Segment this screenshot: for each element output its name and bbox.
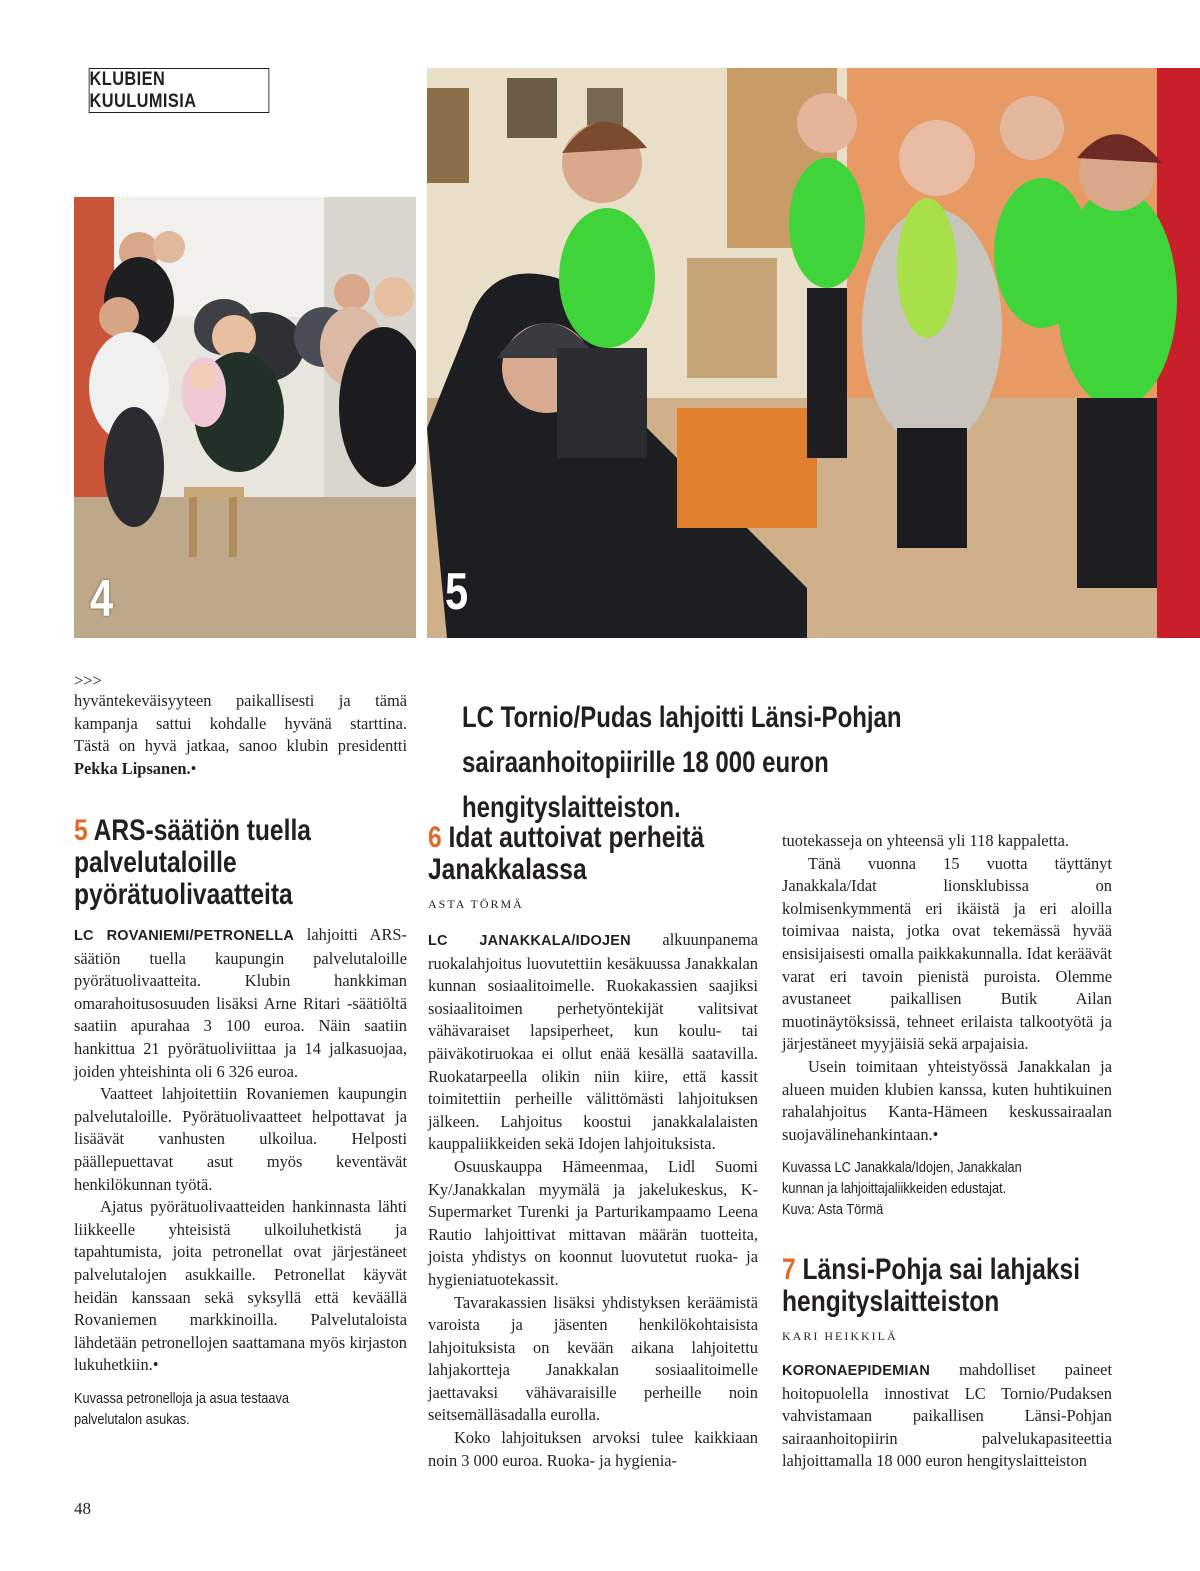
article-6-title-line-2: Janakkalassa — [428, 853, 587, 886]
article-5-body — [74, 924, 407, 1377]
article-7-lead: KORONAEPIDEMIAN — [782, 1363, 931, 1379]
article-6-paragraph-4: Koko lahjoituksen arvoksi tulee kaikkiaan noin 3 000 euroa. Ruoka- ja hygienia- — [428, 1428, 758, 1470]
article-6-lead: LC JANAKKALA/IDOJEN — [428, 933, 631, 949]
article-6-paragraph-3: Tavarakassien lisäksi yhdistyksen keräämistä varoista ja jäsenten henkilökohtaisista lahjoituksista on kevään aikana lahjoitettu lahjakortteja Janakkalan sosiaalitoimelle jaettavaksi vähävaraisille perheille noin seitsemälläsadalla eurolla. — [428, 1292, 758, 1425]
end-mark: • — [190, 758, 197, 778]
article-6-caption-line-1: Kuvassa LC Janakkala/Idojen, Janakkalan — [782, 1160, 1022, 1176]
article-6-paragraph-2: Osuuskauppa Hämeenmaa, Lidl Suomi Ky/Janakkalan myymälä ja jakelukeskus, K-Supermarket Turenki ja Parturikampaamo Leena Rautio lahjoittivat mittavan määrän tuotteita, joista yhdistys on koonnut luovutetut ruoka- ja hygieniatuotekassit. — [428, 1156, 758, 1289]
article-6-paragraph-5: tuotekasseja on yhteensä yli 118 kappaletta. — [782, 831, 1070, 850]
article-6-caption-line-2: kunnan ja lahjoittajaliikkeiden edustajat. — [782, 1181, 1007, 1197]
article-6-paragraph-1 — [428, 929, 758, 1156]
article-7-paragraph-1-text: mahdolliset paineet hoitopuolella innostivat LC Tornio/Pudaksen vahvistamaan paikallisen Länsi-Pohjan sairaanhoitopiirin palvelukapasiteettia lahjoittamalla 18 000 euron hengityslaitteiston — [782, 1360, 1112, 1471]
article-6-title-line-1: Idat auttoivat perheitä — [448, 821, 705, 854]
article-5-lead: LC ROVANIEMI/PETRONELLA — [74, 928, 295, 944]
photo-4 — [74, 197, 416, 638]
photo-5-image — [427, 68, 1200, 638]
continuation-line-2: kampanja sattui kohdalle hyvänä starttina. — [74, 713, 407, 733]
article-6-number: 6 — [428, 821, 442, 854]
photo-5 — [427, 68, 1200, 638]
article-5-title-line-2: palvelutaloille — [74, 846, 237, 879]
article-5-paragraph-3: Ajatus pyörätuolivaatteiden hankinnasta lähti liikkeelle yhteisistä ulkoiluhetkistä ja tapahtumista, joita petronellat ovat järjestäneet palvelutalojen asukkaille. Petronellat käyvät heidän kanssaan sekä syksyllä että keväällä Rovaniemen markkinoilla. Palvelutaloista lähdetään petronellojen saattamana myös kirjaston lukuhetkiin.• — [74, 1197, 407, 1375]
photo-5-number: 5 — [445, 563, 469, 621]
article-6-paragraph-7: Usein toimitaan yhteistyössä Janakkalan ja alueen muiden klubien kanssa, kuten huhtikuinen rahalahjoitus Kanta-Hämeen keskussairaalan suojavälinehankintaan.• — [782, 1056, 1112, 1144]
photo-4-number: 4 — [90, 570, 114, 628]
article-5-caption-line-2: palvelutalon asukas. — [74, 1412, 190, 1428]
continuation-line-3: Tästä on hyvä jatkaa, sanoo klubin presidentti — [74, 736, 407, 756]
article-5-title — [74, 815, 402, 911]
article-6-paragraph-1-text: alkuunpanema ruokalahjoitus luovutettiin kesäkuussa Janakkalan kunnan sosiaalitoimelle. Ruokakassien saajiksi sosiaalitoimen perhetyöntekijät valitsivat vähävaraiset lapsiperheet, kun koulu- tai päiväkotiruokaa ei ollut enää kesällä saatavilla. Ruokatarpeella olikin niin kiire, että kassit toimitettiin perheille välittömästi lahjoituksen jälkeen. Lahjoitus koostui janakkalalaisten kauppaliikkeiden sekä Idojen lahjoituksista. — [428, 930, 758, 1154]
article-6-body-continued — [782, 830, 1112, 1146]
article-5-number: 5 — [74, 814, 88, 847]
article-6-title — [428, 822, 756, 886]
article-5-paragraph-1 — [74, 924, 407, 1083]
article-5-caption-line-1: Kuvassa petronelloja ja asua testaava — [74, 1391, 289, 1407]
section-tag: KLUBIEN KUULUMISIA — [89, 68, 270, 113]
continuation-marker: >>> — [74, 671, 102, 690]
article-5-caption — [74, 1389, 364, 1431]
article-7-title — [782, 1254, 1110, 1318]
photo-4-image — [74, 197, 416, 638]
article-7-title-line-2: hengityslaitteiston — [782, 1285, 1000, 1318]
article-7-number: 7 — [782, 1253, 796, 1286]
article-6-byline: ASTA TÖRMÄ — [428, 897, 524, 911]
article-7-byline: KARI HEIKKILÄ — [782, 1329, 898, 1343]
article-7-paragraph-1 — [782, 1359, 1112, 1473]
article-5-paragraph-1-text: lahjoitti ARS-säätiön tuella kaupungin palvelutaloille pyörätuolivaatteita. Klubin hankkiman omarahoitusosuuden lisäksi Arne Ritari -säätiöltä saatiin apurahaa 3 100 euroa. Näin saatiin hankittua 21 pyörätuoliviittaa ja 14 jalkasuojaa, joiden yhteishinta oli 6 326 euroa. — [74, 925, 407, 1081]
president-name: Pekka Lipsanen. — [74, 758, 191, 778]
article-5-title-line-3: pyörätuolivaatteita — [74, 878, 293, 911]
article-6-caption-line-3: Kuva: Asta Törmä — [782, 1202, 884, 1218]
article-5-title-line-1: ARS-säätiön tuella — [93, 814, 311, 847]
article-6-caption — [782, 1158, 1072, 1221]
continuation-line-1: hyväntekeväisyyteen paikallisesti ja tämä — [74, 691, 407, 710]
article-5-paragraph-2: Vaatteet lahjoitettiin Rovaniemen kaupungin palvelutaloille. Pyörätuolivaatteet helpottavat ja lisäävät vanhusten ulkoilua. Helposti päällepuettavat asut myös keventävät henkilökunnan työtä. — [74, 1084, 407, 1194]
article-7-title-line-1: Länsi-Pohja sai lahjaksi — [802, 1253, 1081, 1286]
article-6-paragraph-6: Tänä vuonna 15 vuotta täyttänyt Janakkala/Idat lionsklubissa on kolmisenkymmentä eri ikäistä ja eri aloilla toimivaa naista, jotka ovat tekemässä hyvää ensisijaisesti omalla paikkakunnalla. Idat keräävät varat eri tavoin pienistä puroista. Olemme avustaneet paikallisen Butik Ailan muotinäytöksissä, tehneet erilaista talkootyötä ja järjestäneet myyjäisiä sekä arpajaisia. — [782, 853, 1112, 1054]
article-7-body — [782, 1359, 1112, 1473]
pull-quote: LC Tornio/Pudas lahjoitti Länsi-Pohjan sairaanhoitopiirille 18 000 euron hengityslaitteiston. — [462, 701, 902, 824]
page-number: 48 — [74, 1499, 91, 1518]
continuation-text — [74, 672, 407, 780]
article-6-body — [428, 929, 758, 1472]
